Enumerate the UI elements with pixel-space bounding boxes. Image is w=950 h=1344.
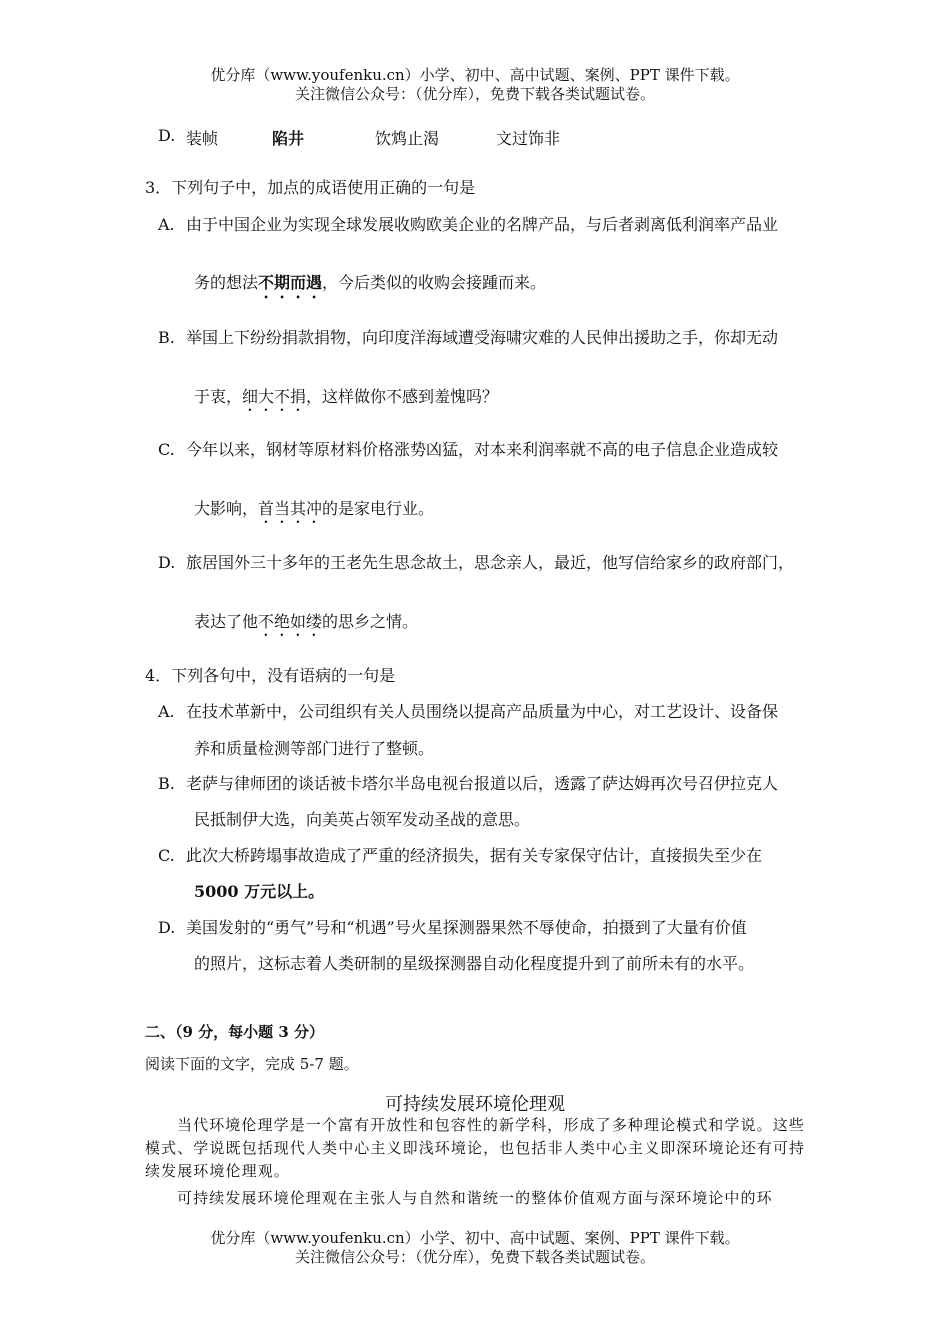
option-text: 在技术革新中，公司组织有关人员围绕以提高产品质量为中心，对工艺设计、设备保 — [186, 702, 779, 721]
q3-option-d-line2 — [194, 609, 418, 640]
article-title: 可持续发展环境伦理观 — [385, 1094, 565, 1115]
q4-option-b-line2: 民抵制伊大选，向美英占领军发动圣战的意思。 — [194, 810, 531, 829]
text-post: 的是家电行业。 — [322, 499, 435, 518]
q2-option-d — [158, 126, 561, 148]
text-post: ，这样做你不感到羞愧吗？ — [306, 387, 499, 406]
q4-option-d-line2: 的照片，这标志着人类研制的星级探测器自动化程度提升到了前所未有的水平。 — [194, 954, 755, 973]
option-letter: A. — [158, 702, 175, 721]
q4-option-b-line1 — [158, 771, 778, 794]
q3-stem: 3．下列句子中，加点的成语使用正确的一句是 — [145, 178, 476, 197]
text-post: 的思乡之情。 — [322, 612, 419, 631]
text-pre: 于衷， — [194, 387, 243, 406]
q4-option-c-line1 — [158, 843, 762, 866]
dotted-idiom: 不期而遇 — [258, 273, 323, 292]
section-heading: 二、（9 分，每小题 3 分） — [145, 1023, 325, 1041]
q4-option-c-line2: 5000 万元以上。 — [194, 882, 325, 901]
option-text: 此次大桥跨塌事故造成了严重的经济损失，据有关专家保守估计，直接损失至少在 — [186, 846, 763, 865]
option-text: 美国发射的“勇气”号和“机遇”号火星探测器果然不辱使命，拍摄到了大量有价值 — [186, 918, 747, 937]
header-line-1: 优分库（www.youfenku.cn）小学、初中、高中试题、案例、PPT 课件下载。 — [210, 66, 740, 84]
footer-line-1: 优分库（www.youfenku.cn）小学、初中、高中试题、案例、PPT 课件下载。 — [210, 1229, 740, 1247]
q3-option-b-line2 — [194, 384, 498, 415]
word-4: 文过饰非 — [496, 129, 561, 148]
option-text: 老萨与律师团的谈话被卡塔尔半岛电视台报道以后，透露了萨达姆再次号召伊拉克人 — [186, 774, 779, 793]
article-paragraph-2: 可持续发展环境伦理观在主张人与自然和谐统一的整体价值观方面与深环境论中的环 — [177, 1189, 773, 1207]
text-pre: 表达了他 — [194, 612, 259, 631]
section-instruction: 阅读下面的文字，完成 5-7 题。 — [145, 1055, 359, 1073]
q4-stem: 4．下列各句中，没有语病的一句是 — [145, 666, 396, 685]
word-3: 饮鸩止渴 — [375, 129, 440, 148]
dotted-idiom: 首当其冲 — [258, 499, 323, 518]
option-text: 今年以来，钢材等原材料价格涨势凶猛，对本来利润率就不高的电子信息企业造成较 — [186, 440, 779, 459]
q3-option-c-line1 — [158, 437, 778, 460]
article-paragraph-1: 当代环境伦理学是一个富有开放性和包容性的新学科，形成了多种理论模式和学说。这些模式、学说既包括现代人类中心主义即浅环境论，也包括非人类中心主义即深环境论还有可持续发展环境伦理观。 — [145, 1116, 806, 1180]
text-post: ，今后类似的收购会接踵而来。 — [322, 273, 547, 292]
q3-option-b-line1 — [158, 325, 778, 348]
option-text: 举国上下纷纷捐款捐物，向印度洋海域遭受海啸灾难的人民伸出援助之手，你却无动 — [186, 328, 779, 347]
text-pre: 大影响， — [194, 499, 259, 518]
q4-option-d-line1 — [158, 915, 747, 938]
option-letter: D. — [158, 918, 176, 937]
q3-option-d-line1 — [158, 550, 794, 573]
q4-option-a-line2: 养和质量检测等部门进行了整顿。 — [194, 739, 435, 758]
word-2: 陷井 — [272, 129, 305, 148]
option-letter: D. — [158, 126, 176, 145]
option-letter: C. — [158, 846, 175, 865]
word-1: 装帧 — [186, 129, 219, 148]
option-letter: B. — [158, 328, 175, 347]
option-letter: B. — [158, 774, 175, 793]
q3-option-c-line2 — [194, 496, 434, 527]
q4-option-a-line1 — [158, 699, 778, 722]
q3-option-a-line1 — [158, 212, 778, 235]
option-letter: A. — [158, 215, 175, 234]
page-footer — [0, 1229, 950, 1267]
footer-line-2: 关注微信公众号：（优分库），免费下载各类试题试卷。 — [294, 1248, 655, 1266]
q3-option-a-line2 — [194, 270, 546, 302]
option-text: 由于中国企业为实现全球发展收购欧美企业的名牌产品，与后者剥离低利润率产品业 — [186, 215, 779, 234]
page-header — [0, 66, 950, 104]
option-letter: C. — [158, 440, 175, 459]
header-line-2: 关注微信公众号：（优分库），免费下载各类试题试卷。 — [294, 85, 655, 103]
option-letter: D. — [158, 553, 176, 572]
dotted-idiom: 细大不捐 — [242, 387, 307, 406]
text-pre: 务的想法 — [194, 273, 259, 292]
option-text: 旅居国外三十多年的王老先生思念故土，思念亲人，最近，他写信给家乡的政府部门， — [186, 553, 795, 572]
dotted-idiom: 不绝如缕 — [258, 612, 323, 631]
